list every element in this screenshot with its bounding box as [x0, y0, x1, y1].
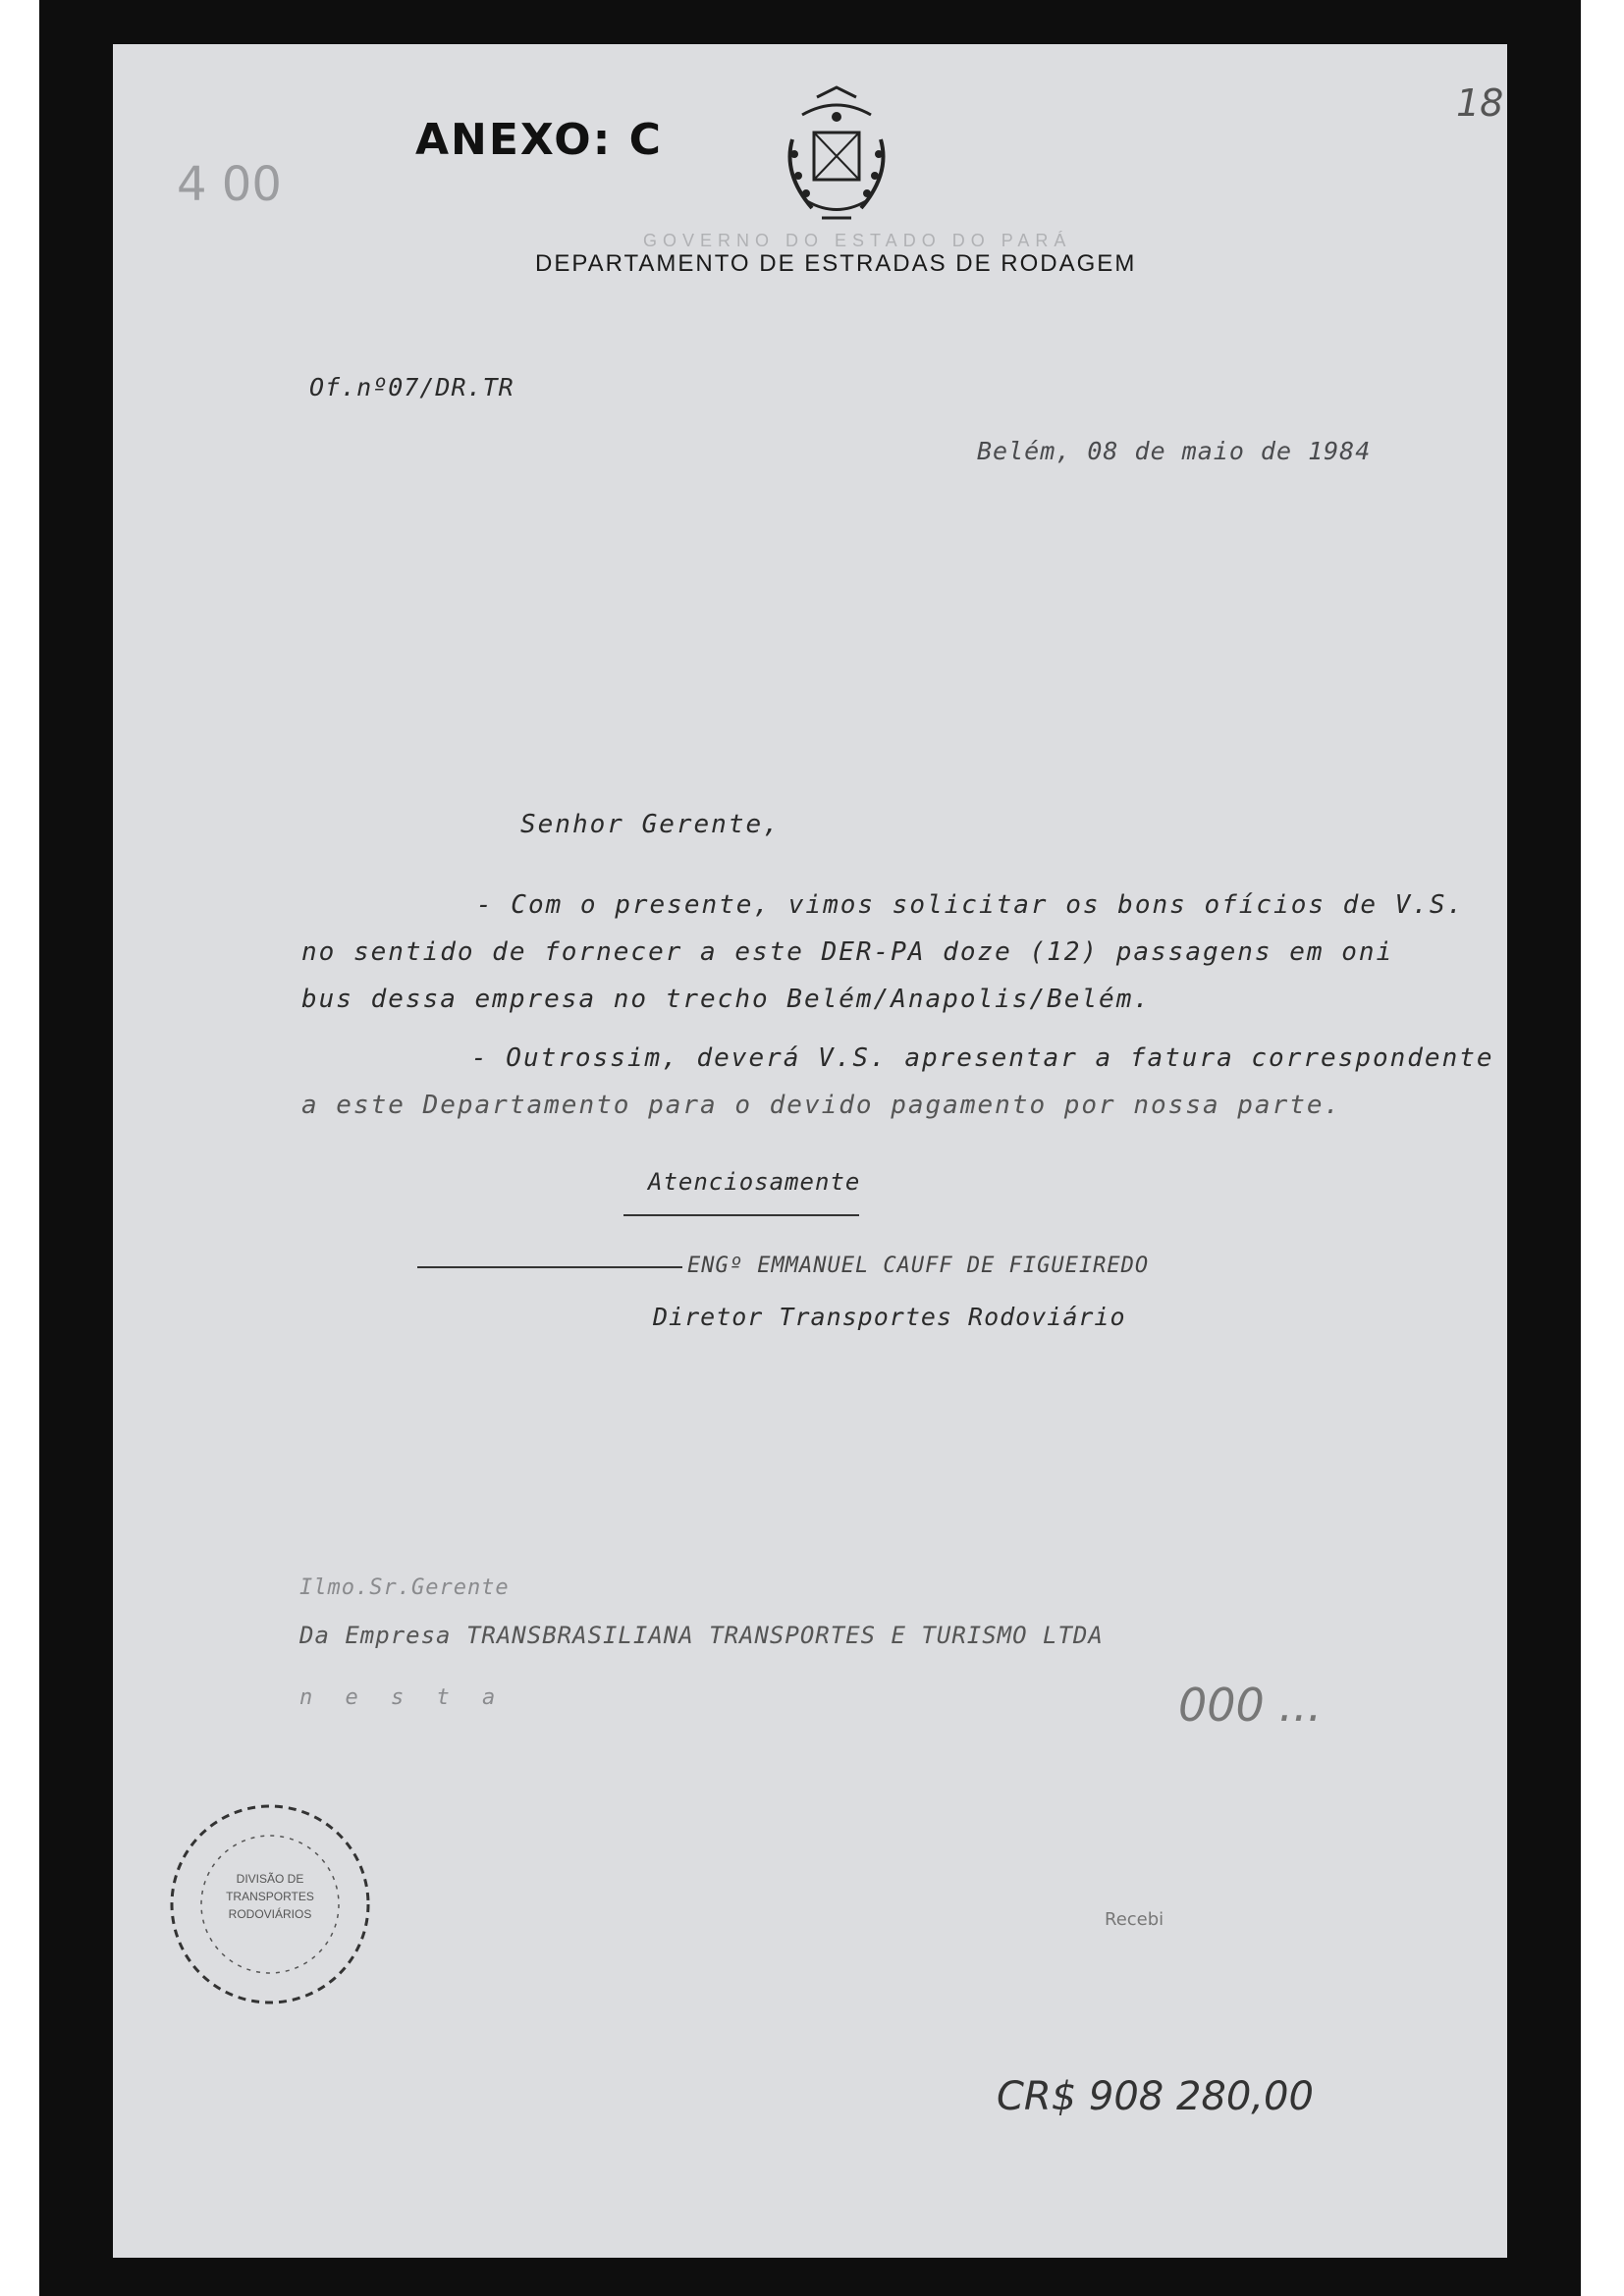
signature-stroke-1: [623, 1214, 859, 1216]
handwritten-value: CR$ 908 280,00: [997, 2074, 1314, 2119]
paragraph-2-line-1: - Outrossim, deverá V.S. apresentar a fatura correspondente: [471, 1043, 1494, 1073]
paragraph-2-line-2: a este Departamento para o devido pagamento por nossa parte.: [301, 1091, 1342, 1120]
addressee-line-3: n e s t a: [299, 1685, 506, 1710]
document-page: [113, 44, 1507, 2258]
annex-label: ANEXO: C: [415, 115, 663, 165]
signature-line: [417, 1266, 682, 1268]
paragraph-1-line-1: - Com o presente, vimos solicitar os bons ofícios de V.S.: [476, 890, 1465, 920]
circular-stamp-text: DIVISÃO DE TRANSPORTES RODOVIÁRIOS: [226, 1872, 314, 1921]
letter-date: Belém, 08 de maio de 1984: [977, 437, 1372, 465]
receipt-note: Recebi: [1105, 1909, 1164, 1930]
addressee-line-2: Da Empresa TRANSBRASILIANA TRANSPORTES E TURISMO LTDA: [299, 1622, 1104, 1649]
department-header: DEPARTAMENTO DE ESTRADAS DE RODAGEM: [535, 250, 1137, 277]
page-number: 18: [1456, 81, 1504, 125]
closing: Atenciosamente: [648, 1168, 861, 1196]
signer-name: ENGº EMMANUEL CAUFF DE FIGUEIREDO: [687, 1254, 1150, 1278]
top-left-scribble: 4 00: [177, 157, 282, 212]
salutation: Senhor Gerente,: [520, 810, 781, 839]
paragraph-1-line-2: no sentido de fornecer a este DER-PA doze (12) passagens em oni: [301, 937, 1394, 967]
signer-title: Diretor Transportes Rodoviário: [653, 1303, 1126, 1331]
addressee-line-1: Ilmo.Sr.Gerente: [299, 1575, 510, 1600]
bottom-right-scribble: 000 ...: [1178, 1679, 1323, 1732]
letter-reference: Of.nº07/DR.TR: [309, 373, 514, 401]
government-line: GOVERNO DO ESTADO DO PARÁ: [643, 231, 1072, 250]
coat-of-arms-emblem: [773, 85, 900, 233]
paragraph-1-line-3: bus dessa empresa no trecho Belém/Anapolis/Belém.: [301, 985, 1152, 1014]
